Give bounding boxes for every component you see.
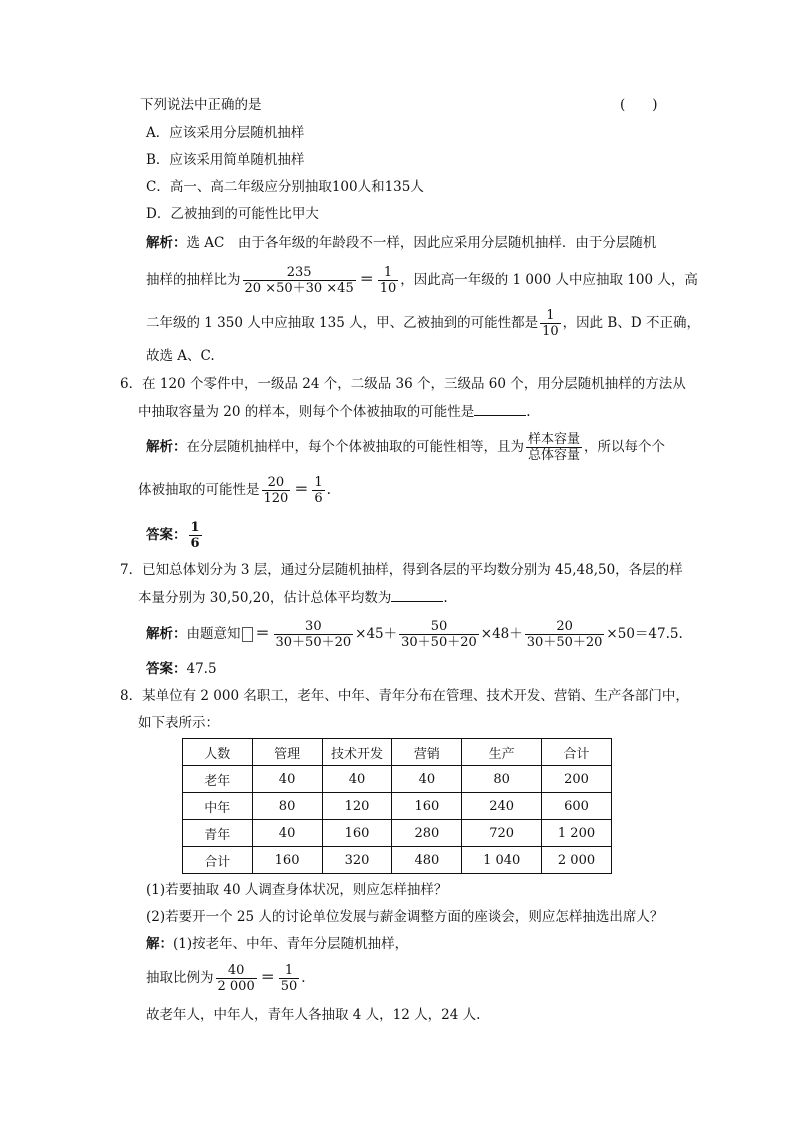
fraction: $\frac{1}{50}$ (280, 963, 298, 994)
solution-label: 解： (146, 936, 173, 952)
table-cell: 720 (462, 820, 542, 847)
staff-table (182, 738, 612, 874)
table-cell: 120 (322, 793, 392, 820)
x-bar-symbol (242, 627, 253, 642)
q5-option-d: D．乙被抽到的可能性比甲大 (146, 206, 319, 222)
table-cell: 160 (392, 793, 462, 820)
q6-answer (146, 515, 204, 555)
table-header-cell: 生产 (462, 739, 542, 766)
analysis-label: 解析： (146, 439, 187, 455)
q7-analysis: 解析：由题意知 ＝ $\frac{30}{30+50+20}$ ×45＋ $\frac{50}{30+50+20}$ ×48＋ $\frac{20}{30+50+20}$ ×50＝47.5. (146, 619, 683, 650)
answer-label: 答案： (146, 661, 187, 677)
q8-solution-last: 故老年人，中年人，青年人各抽取 4 人，12 人，24 人. (146, 1007, 481, 1023)
table-cell: 80 (252, 793, 322, 820)
table-cell: 2 000 (542, 847, 612, 874)
table-header-cell: 管理 (252, 739, 322, 766)
table-cell: 480 (392, 847, 462, 874)
table-cell: 240 (462, 793, 542, 820)
q8-line2: 如下表所示： (138, 715, 219, 731)
q8-sub2: (2)若要开一个 25 人的讨论单位发展与薪金调整方面的座谈会，则应怎样抽选出席人？ (146, 909, 664, 925)
table-cell: 200 (542, 766, 612, 793)
table-cell: 40 (392, 766, 462, 793)
table-header-row (183, 739, 612, 766)
fraction: $\frac{1}{10}$ (542, 308, 559, 339)
fraction: $\frac{1}{6}$ (190, 520, 200, 551)
table-cell: 老年 (183, 766, 253, 793)
table-header-cell: 人数 (183, 739, 253, 766)
q6-line1: 6．在 120 个零件中，一级品 24 个，二级品 36 个，三级品 60 个，用分层随机抽样的方法从 (120, 376, 686, 392)
q6-analysis-line2: 体被抽取的可能性是 $\frac{20}{120}$ ＝ $\frac{1}{6}$ . (138, 475, 331, 506)
table-cell: 1 040 (462, 847, 542, 874)
q8-solution-line1: 解：(1)按老年、中年、青年分层随机抽样， (146, 936, 409, 952)
q5-option-c: C．高一、高二年级应分别抽取100人和135人 (146, 179, 424, 195)
q7-line1: 7．已知总体划分为 3 层，通过分层随机抽样，得到各层的平均数分别为 45,48,50，各层的样 (120, 562, 683, 578)
table-cell: 40 (322, 766, 392, 793)
q5-answer-paren: ( ) (620, 97, 658, 113)
table-row (183, 820, 612, 847)
q6-analysis-line1: 解析：在分层随机抽样中，每个个体被抽取的可能性相等，且为 $\frac{\text{样本容量}}{\text{总体容量}}$ ，所以每个个 (146, 432, 666, 463)
q8-line1: 8．某单位有 2 000 名职工，老年、中年、青年分布在管理、技术开发、营销、生产各部门中， (120, 688, 689, 704)
q6-line2: 中抽取容量为 20 的样本，则每个个体被抽取的可能性是 . (138, 401, 531, 422)
table-cell: 1 200 (542, 820, 612, 847)
answer-blank (391, 587, 443, 602)
q7-answer: 答案：47.5 (146, 661, 217, 677)
table-header-cell: 合计 (542, 739, 612, 766)
q5-option-b: B．应该采用简单随机抽样 (146, 152, 305, 168)
staff-table-body (183, 739, 612, 874)
q5-analysis-line3: 二年级的 1 350 人中应抽取 135 人，甲、乙被抽到的可能性都是 $\frac{1}{10}$ ，因此 B、D 不正确， (146, 308, 700, 339)
q5-analysis-line4: 故选 A、C. (146, 348, 215, 364)
table-cell: 280 (392, 820, 462, 847)
q5-analysis-line1: 解析：选 AC 由于各年级的年龄段不一样，因此应采用分层随机抽样．由于分层随机 (146, 235, 657, 251)
table-cell: 320 (322, 847, 392, 874)
fraction: $\frac{50}{30+50+20}$ (401, 619, 477, 650)
answer-blank (474, 401, 526, 416)
table-cell: 中年 (183, 793, 253, 820)
table-header-cell: 技术开发 (322, 739, 392, 766)
table-cell: 合计 (183, 847, 253, 874)
table-cell: 160 (252, 847, 322, 874)
fraction: $\frac{1}{6}$ (314, 475, 323, 506)
answer-label: 答案： (146, 527, 187, 543)
q7-line2: 本量分别为 30,50,20，估计总体平均数为 . (138, 587, 448, 608)
table-cell: 40 (252, 766, 322, 793)
q5-stem: 下列说法中正确的是 (140, 97, 262, 113)
q5-analysis-line2: 抽样的抽样比为 $\frac{235}{20 \times 50+30 \times 45}$ ＝ $\frac{1}{10}$ ，因此高一年级的 1 000 人中应抽取 100 人，高 (146, 265, 698, 296)
q8-ratio-line: 抽取比例为 $\frac{40}{2 000}$ ＝ $\frac{1}{50}$ . (146, 963, 306, 994)
table-header-cell: 营销 (392, 739, 462, 766)
table-row (183, 766, 612, 793)
fraction: $\frac{20}{120}$ (263, 475, 289, 506)
fraction: $\frac{1}{10}$ (379, 265, 397, 296)
fraction: $\frac{235}{20 \times 50+30 \times 45}$ (244, 265, 354, 296)
table-cell: 600 (542, 793, 612, 820)
table-cell: 80 (462, 766, 542, 793)
analysis-label: 解析： (146, 235, 187, 251)
table-row (183, 793, 612, 820)
table-cell: 青年 (183, 820, 253, 847)
q5-option-a: A．应该采用分层随机抽样 (146, 125, 305, 141)
table-row (183, 847, 612, 874)
fraction: $\frac{20}{30+50+20}$ (526, 619, 603, 650)
fraction: $\frac{30}{30+50+20}$ (275, 619, 352, 650)
table-cell: 40 (252, 820, 322, 847)
q8-sub1: (1)若要抽取 40 人调查身体状况，则应怎样抽样？ (146, 882, 448, 898)
fraction: $\frac{\text{样本容量}}{\text{总体容量}}$ (528, 432, 581, 463)
analysis-label: 解析： (146, 626, 187, 642)
table-cell: 160 (322, 820, 392, 847)
fraction: $\frac{40}{2 000}$ (217, 963, 255, 994)
